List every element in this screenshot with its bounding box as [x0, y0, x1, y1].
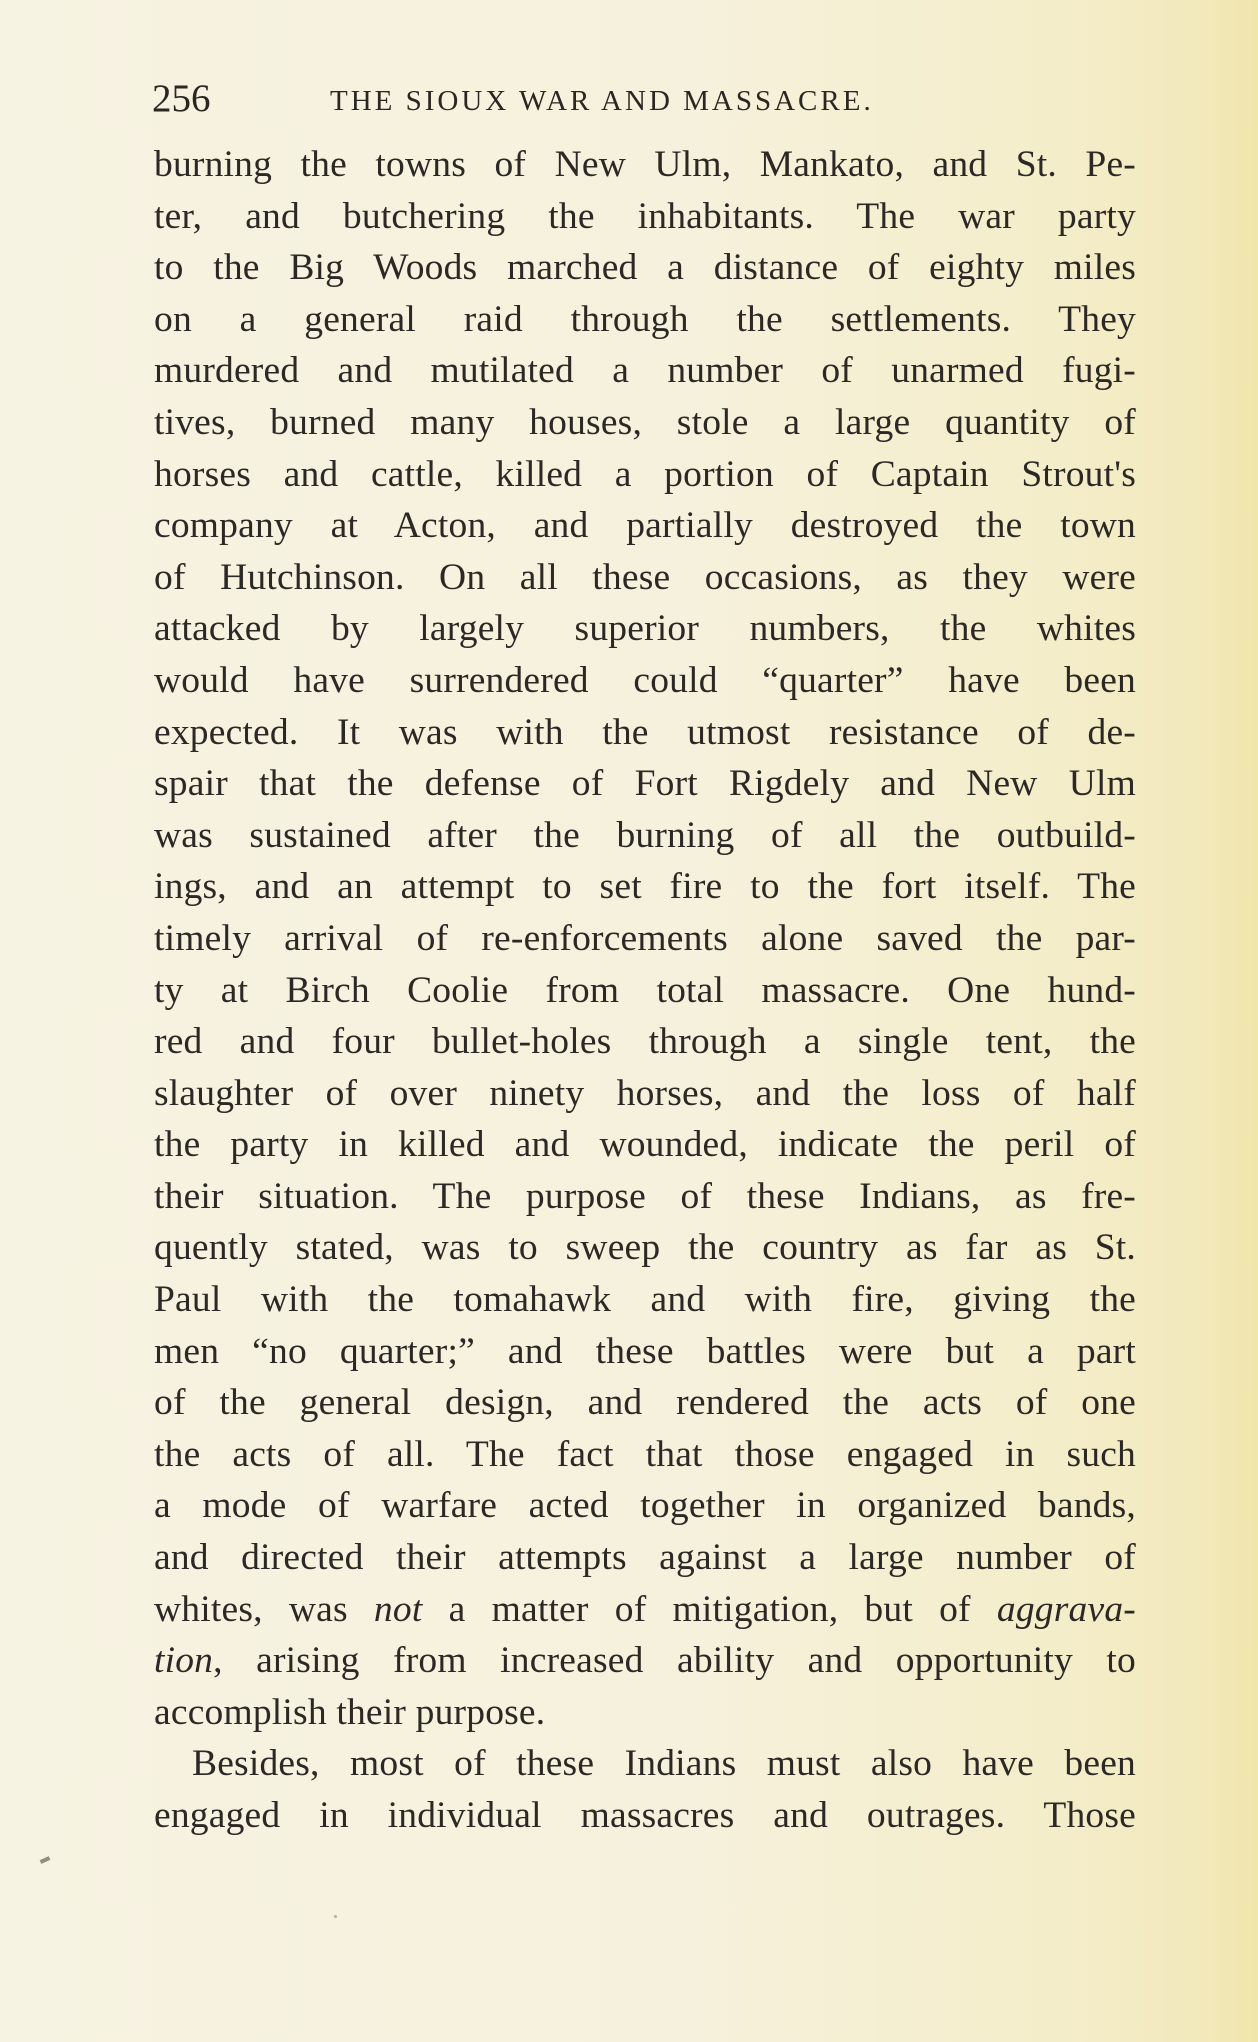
running-title: THE SIOUX WAR AND MASSACRE. — [330, 85, 874, 117]
text-line-with-italics — [154, 1635, 1136, 1687]
page-number: 256 — [152, 77, 211, 120]
text-line: burning the towns of New Ulm, Mankato, and St. Pe- — [154, 144, 1136, 185]
text-line: timely arrival of re-enforcements alone saved the par- — [154, 917, 1136, 959]
text-run: a matter of mitigation, but of — [422, 1588, 997, 1630]
ink-mark — [40, 1856, 51, 1864]
text-line: of the general design, and rendered the acts of one — [154, 1382, 1136, 1424]
text-line: the party in killed and wounded, indicate the peril of — [154, 1124, 1136, 1166]
text-line: ter, and butchering the inhabitants. The war party — [154, 195, 1136, 237]
text-line: on a general raid through the settlements. They — [154, 298, 1136, 340]
text-line: of Hutchinson. On all these occasions, as they were — [154, 556, 1136, 598]
text-line: spair that the defense of Fort Rigdely and New Ulm — [154, 763, 1136, 805]
text-line: murdered and mutilated a number of unarmed fugi- — [154, 350, 1136, 392]
text-line: slaughter of over ninety horses, and the loss of half — [154, 1072, 1136, 1114]
page-edge-shading — [1198, 0, 1258, 2042]
text-line-with-italics — [154, 1584, 1136, 1636]
text-line: the acts of all. The fact that those engaged in such — [154, 1433, 1136, 1475]
text-line: attacked by largely superior numbers, the whites — [154, 608, 1136, 650]
text-line: red and four bullet-holes through a single tent, the — [154, 1021, 1136, 1063]
text-line: tives, burned many houses, stole a large quantity of — [154, 401, 1136, 443]
italic-emphasis: aggrava- — [996, 1588, 1136, 1630]
text-line: Paul with the tomahawk and with fire, giving the — [154, 1279, 1136, 1321]
paragraph-end-line: accomplish their purpose. — [154, 1691, 546, 1733]
italic-emphasis: not — [373, 1588, 423, 1630]
text-line: horses and cattle, killed a portion of Captain Strout's — [154, 453, 1136, 495]
paper-speck — [334, 1915, 337, 1918]
text-line: men “no quarter;” and these battles were but a part — [154, 1330, 1136, 1372]
paragraph-start-line: Besides, most of these Indians must also have been — [192, 1743, 1136, 1785]
text-line: would have surrendered could “quarter” have been — [154, 659, 1136, 701]
text-line: ings, and an attempt to set fire to the fort itself. The — [154, 866, 1136, 908]
body-text — [154, 139, 1136, 1842]
italic-emphasis: tion — [154, 1640, 214, 1682]
text-line: quently stated, was to sweep the country as far as St. — [154, 1227, 1136, 1269]
text-line: their situation. The purpose of these Indians, as fre- — [154, 1175, 1136, 1217]
text-line: a mode of warfare acted together in organized bands, — [154, 1485, 1136, 1527]
text-line: ty at Birch Coolie from total massacre. One hund- — [154, 969, 1136, 1011]
text-line: and directed their attempts against a large number of — [154, 1537, 1136, 1579]
text-run: , arising from increased ability and opportunity to — [213, 1640, 1136, 1682]
text-line: expected. It was with the utmost resistance of de- — [154, 711, 1136, 753]
text-run: whites, was — [154, 1588, 374, 1630]
text-line: engaged in individual massacres and outrages. Those — [154, 1795, 1136, 1836]
text-line: was sustained after the burning of all the outbuild- — [154, 814, 1136, 856]
text-line: to the Big Woods marched a distance of eighty miles — [154, 247, 1136, 289]
running-head — [150, 74, 1140, 124]
text-line: company at Acton, and partially destroyed the town — [154, 505, 1136, 547]
